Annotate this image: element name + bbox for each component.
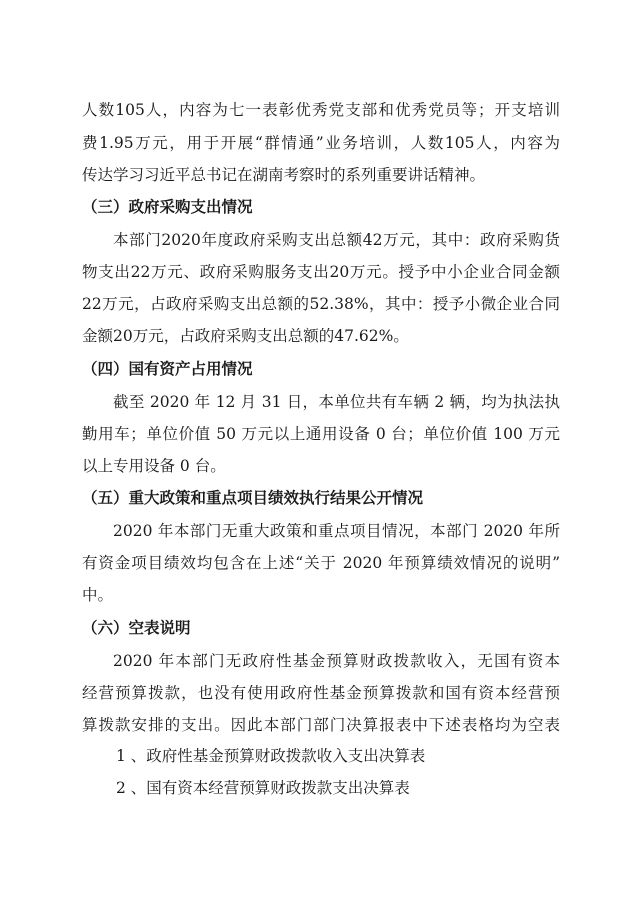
text-line: 本部门2020年度政府采购支出总额42万元，其中：政府采购货 [113, 231, 560, 249]
text-line: 中。 [82, 586, 114, 604]
text-line: 费1.95万元，用于开展“群情通”业务培训，人数105人，内容为 [82, 134, 560, 152]
text-line: 勤用车；单位价值 50 万元以上通用设备 0 台；单位价值 100 万元 [82, 425, 560, 443]
section-heading-procurement: （三）政府采购支出情况 [82, 198, 253, 216]
text-line: 人数105人，内容为七一表彰优秀党支部和优秀党员等；开支培训 [82, 101, 560, 119]
text-line: 有资金项目绩效均包含在上述“关于 2020 年预算绩效情况的说明” [82, 554, 560, 572]
text-line: 以上专用设备 0 台。 [82, 457, 226, 475]
list-item: 1 、政府性基金预算财政拨款收入支出决算表 [116, 747, 426, 765]
text-line: 2020 年本部门无重大政策和重点项目情况，本部门 2020 年所 [113, 522, 560, 540]
text-line: 经营预算拨款，也没有使用政府性基金预算拨款和国有资本经营预 [82, 684, 560, 702]
section-heading-assets: （四）国有资产占用情况 [82, 360, 253, 378]
text-line: 22万元，占政府采购支出总额的52.38%，其中：授予小微企业合同 [82, 295, 560, 313]
text-line: 金额20万元，占政府采购支出总额的47.62%。 [82, 327, 409, 345]
text-line: 传达学习习近平总书记在湖南考察时的系列重要讲话精神。 [82, 166, 486, 184]
text-line: 截至 2020 年 12 月 31 日，本单位共有车辆 2 辆，均为执法执 [113, 393, 560, 411]
section-heading-empty-tables: （六）空表说明 [82, 619, 191, 637]
section-heading-performance: （五）重大政策和重点项目绩效执行结果公开情况 [82, 489, 424, 507]
text-line: 物支出22万元、政府采购服务支出20万元。授予中小企业合同金额 [82, 263, 560, 281]
list-item: 2 、国有资本经营预算财政拨款支出决算表 [116, 779, 410, 797]
text-line: 2020 年本部门无政府性基金预算财政拨款收入，无国有资本 [113, 652, 560, 670]
text-line: 算拨款安排的支出。因此本部门部门决算报表中下述表格均为空表 [82, 716, 560, 734]
